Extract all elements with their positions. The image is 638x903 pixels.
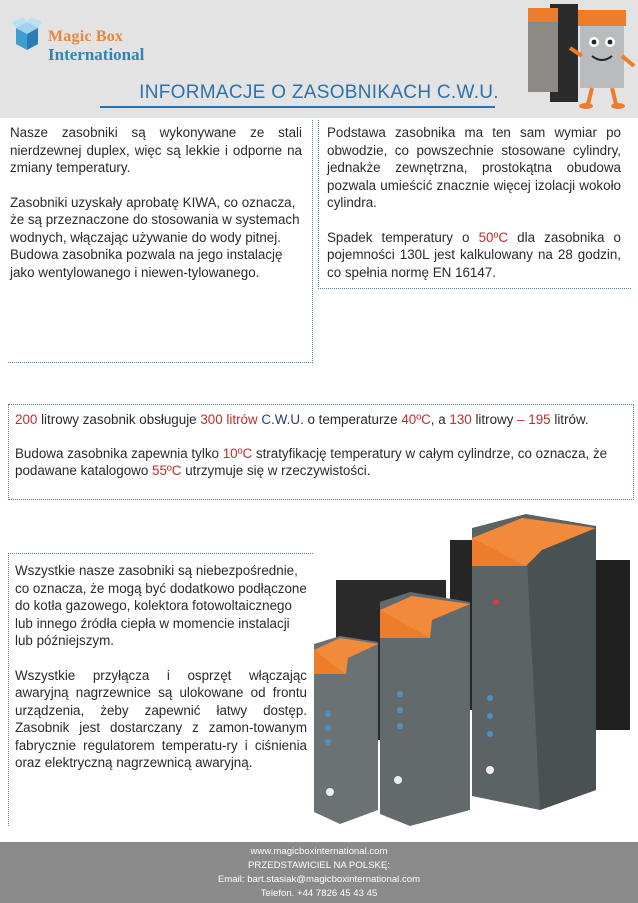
info-box-capacity [8,404,634,500]
water-cylinder-units-image [300,510,638,840]
indirect-paragraph: Wszystkie nasze zasobniki są niebezpośrednie, co oznacza, że mogą być dodatkowo podłączone do kotła gazowego, kolektora fotowoltaicznego lub innego źródła ciepła w momencie instalacji lub późniejszym. [15,563,307,648]
access-paragraph: Wszystkie przyłącza i osprzęt włączając awaryjną nagrzewnice są ulokowane od frontu urządzenia, żeby zapewnić łatwy dostęp. Zasobnik jest dostarczany z zamon-towanym fabrycznie regulatorem temperatu-ry i ciśnienia oraz elektryczną nagrzewnicą awaryjną. [15,667,307,770]
info-box-insulation [318,120,631,289]
approval-paragraph: Zasobniki uzyskały aprobatę KIWA, co oznacza, że są przeznaczone do stosowania w systemach wodnych, włączając używanie do wody pitnej. Budowa zasobnika pozwala na jego instalację jako wentylowanego i niewen-tylowanego. [10,194,300,280]
magic-box-logo-icon [12,16,42,54]
insulation-paragraph: Podstawa zasobnika ma ten sam wymiar po obwodzie, co powszechnie stosowane cylindry, jednakże zewnętrzna, prostokątna obudowa pozwala umieścić znacznie więcej izolacji wokoło cylindra. [327,125,621,210]
info-box-materials [8,120,313,363]
temperature-drop-paragraph: Spadek temperatury o 50ºC dla zasobnika o pojemności 130L jest kalkulowany na 28 godzin, co spełnia normę EN 16147. [327,229,621,280]
website-link[interactable]: www.magicboxinternational.com [250,846,388,857]
capacity-line: 200 litrowy zasobnik obsługuje 300 litrów C.W.U. o temperaturze 40ºC, a 130 litrowy – 195 litrów. [15,412,589,427]
page-title: INFORMACJE O ZASOBNIKACH C.W.U. [139,82,499,103]
footer [0,842,638,903]
temperature-drop-value: 50ºC [478,229,509,245]
title-underline [100,106,495,108]
brand-name-line1: Magic Box [48,28,124,45]
info-box-connections [8,553,313,826]
phone-text: Telefon. +44 7826 45 43 45 [260,888,378,899]
brand-name-line2: International [48,45,145,64]
representative-label: PRZEDSTAWICIEL NA POLSKĘ: [248,860,390,871]
stratification-paragraph: Budowa zasobnika zapewnia tylko 10ºC stratyfikację temperatury w całym cylindrze, co oznacza, że podawane katalogowo 55ºC utrzymuje się w rzeczywistości. [15,445,608,478]
materials-paragraph: Nasze zasobniki są wykonywane ze stali nierdzewnej duplex, więc są lekkie i odporne na zmiany temperatury. [10,125,302,175]
brand-logo[interactable] [12,10,172,70]
email-link[interactable]: Email: bart.stasiak@magicboxinternational.com [217,874,421,885]
